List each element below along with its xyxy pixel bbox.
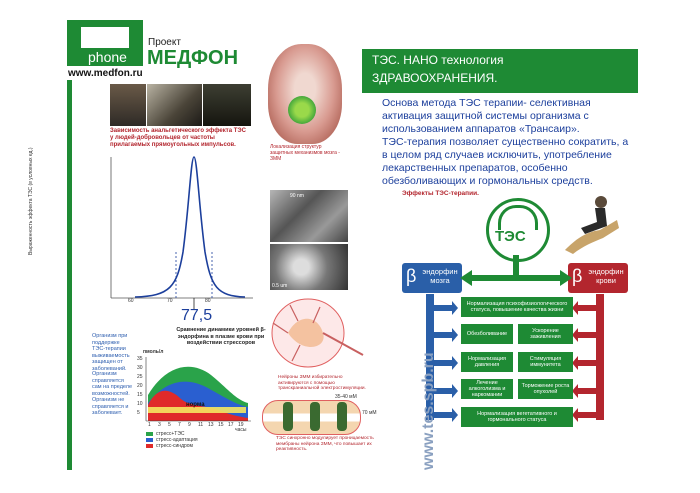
- intro-line-7: обезболивающих и гормональных средств.: [382, 175, 593, 187]
- endorphin-xtick: 11: [198, 422, 204, 428]
- neuron-caption: Нейроны ЗММ избирательно активируются с помощью транскраниальной электростимуляции.: [278, 375, 366, 392]
- header-line2: ЗДРАВООХРАНЕНИЯ.: [372, 71, 498, 85]
- side-note-2: Организм справляется сам на пределе возможностей.: [92, 371, 133, 397]
- endorphin-ytick: 5: [137, 410, 140, 416]
- endorphin-xtick: 17: [228, 422, 234, 428]
- effect-tumor: Торможение роста опухолей: [518, 379, 573, 399]
- micrograph-label-1: 90 nm: [290, 193, 304, 199]
- endorphin-ytick: 20: [137, 383, 143, 389]
- intro-line-3: использованием аппаратов «Трансаир».: [382, 123, 580, 135]
- endorphin-ytick: 25: [137, 374, 143, 380]
- intro-line-5: в целом ряд случаев исключить, употребление: [382, 149, 612, 161]
- membrane-caption: ТЭС синхронно модулирует проницаемость мембраны нейрона ЗММ, что повышает их реактивность.: [276, 436, 374, 453]
- legend-swatch-2: [146, 438, 153, 442]
- beta-left-symbol: β: [406, 266, 417, 286]
- left-vertical-bar: [67, 80, 72, 470]
- legend-label-3: стресс-синдром: [156, 443, 193, 449]
- endorphin-chart-title: Сравнение динамики уровней β-эндорфина в плазме крови при воздействии стрессоров: [176, 327, 266, 346]
- logo-project: Проект: [148, 37, 181, 48]
- effect-healing: Ускорение заживления: [518, 324, 573, 344]
- freq-ylabel: Выраженность эффекта ТЭС (в условных ед.): [28, 147, 34, 255]
- freq-peak-label: 77,5: [181, 307, 213, 324]
- brain-core-highlight: [288, 96, 316, 124]
- effects-title: Эффекты ТЭС-терапии.: [402, 190, 479, 197]
- membrane-channel-1: [283, 402, 293, 431]
- effect-analgesia: Обезболивание: [461, 324, 513, 344]
- micrograph-1: [270, 190, 348, 242]
- endorphin-x-unit: часы: [235, 427, 247, 433]
- membrane-scale-2: 70 мМ: [362, 410, 377, 416]
- photo-2: [147, 84, 202, 126]
- endorphin-ytick: 10: [137, 401, 143, 407]
- header-line1: ТЭС. НАНО технология: [372, 53, 504, 67]
- membrane-scale: 35-40 мМ: [335, 394, 357, 400]
- endorphin-norm-label: норма: [186, 402, 205, 408]
- endorphin-xtick: 9: [188, 422, 191, 428]
- logo-phone: phone: [88, 49, 127, 65]
- freq-tick-60: 60: [128, 298, 134, 304]
- side-note-3: Организм не справляется и заболевает.: [92, 397, 129, 416]
- effect-quality-of-life: Нормализация психофизиологического статуса, повышение качества жизни: [461, 297, 573, 317]
- brain-caption: Локализация структур защитных механизмов мозга - ЗММ: [270, 144, 340, 162]
- membrane-channel-3: [337, 402, 347, 431]
- neuron-illustration: [268, 293, 368, 373]
- tes-logo-inner: [498, 205, 538, 230]
- endorphin-xtick: 5: [168, 422, 171, 428]
- intro-line-1: Основа метода ТЭС терапии- селективная: [382, 97, 591, 109]
- logo-url[interactable]: www.medfon.ru: [68, 68, 143, 79]
- tes-logo-text: ТЭС: [495, 228, 526, 245]
- freq-chart: [95, 152, 255, 317]
- intro-line-2: активация защитной системы организма с: [382, 110, 589, 122]
- endorphin-xtick: 15: [218, 422, 224, 428]
- endorphin-xtick: 19: [238, 422, 244, 428]
- endorphin-xtick: 7: [178, 422, 181, 428]
- freq-tick-70: 70: [167, 298, 173, 304]
- photo-caption: Зависимость анальгетического эффекта ТЭС у людей-добровольцев от частоты прилагаемых прямоугольных импульсов.: [110, 128, 246, 148]
- endorphin-ytick: 30: [137, 365, 143, 371]
- photo-1: [110, 84, 146, 126]
- endorphin-xtick: 3: [158, 422, 161, 428]
- legend-swatch-1: [146, 432, 153, 436]
- intro-line-6: лекарственных препаратов, особенно: [382, 162, 568, 174]
- endorphin-ytick: 15: [137, 392, 143, 398]
- logo-name: МЕДФОН: [147, 47, 239, 69]
- legend-swatch-3: [146, 444, 153, 448]
- membrane-channel-2: [310, 402, 320, 431]
- endorphin-unit: пмоль/л: [143, 349, 164, 355]
- effect-hormonal: Нормализация вегетативного и гормонального статуса: [461, 407, 573, 427]
- effect-immunity: Стимуляция иммунитета: [518, 352, 573, 372]
- legend-label-1: стресс+ТЭС: [156, 431, 185, 437]
- endorphin-ytick: 35: [137, 356, 143, 362]
- micrograph-label-2: 0.5 um: [272, 283, 288, 289]
- beta-right-symbol: β: [572, 266, 583, 286]
- endorphin-xtick: 1: [148, 422, 151, 428]
- legend-label-2: стресс-адаптация: [156, 437, 198, 443]
- beta-right-text: эндорфин крови: [588, 267, 624, 285]
- brain-image: [268, 44, 342, 144]
- photo-3: [203, 84, 251, 126]
- freq-curve: [135, 157, 245, 297]
- effect-addiction: Лечение алкоголизма и наркомании: [461, 379, 513, 399]
- freq-tick-80: 80: [205, 298, 211, 304]
- side-note-1: Организм при поддержке ТЭС-терапии выживаемость защищен от заболеваний.: [92, 333, 130, 372]
- beta-left-text: эндорфин мозга: [422, 267, 458, 285]
- effect-pressure: Нормализация давления: [461, 352, 513, 372]
- site-vertical[interactable]: www.tes.spb.ru: [420, 352, 437, 470]
- intro-line-4: ТЭС-терапия позволяет существенно сократить, а: [382, 136, 629, 148]
- endorphin-xtick: 13: [208, 422, 214, 428]
